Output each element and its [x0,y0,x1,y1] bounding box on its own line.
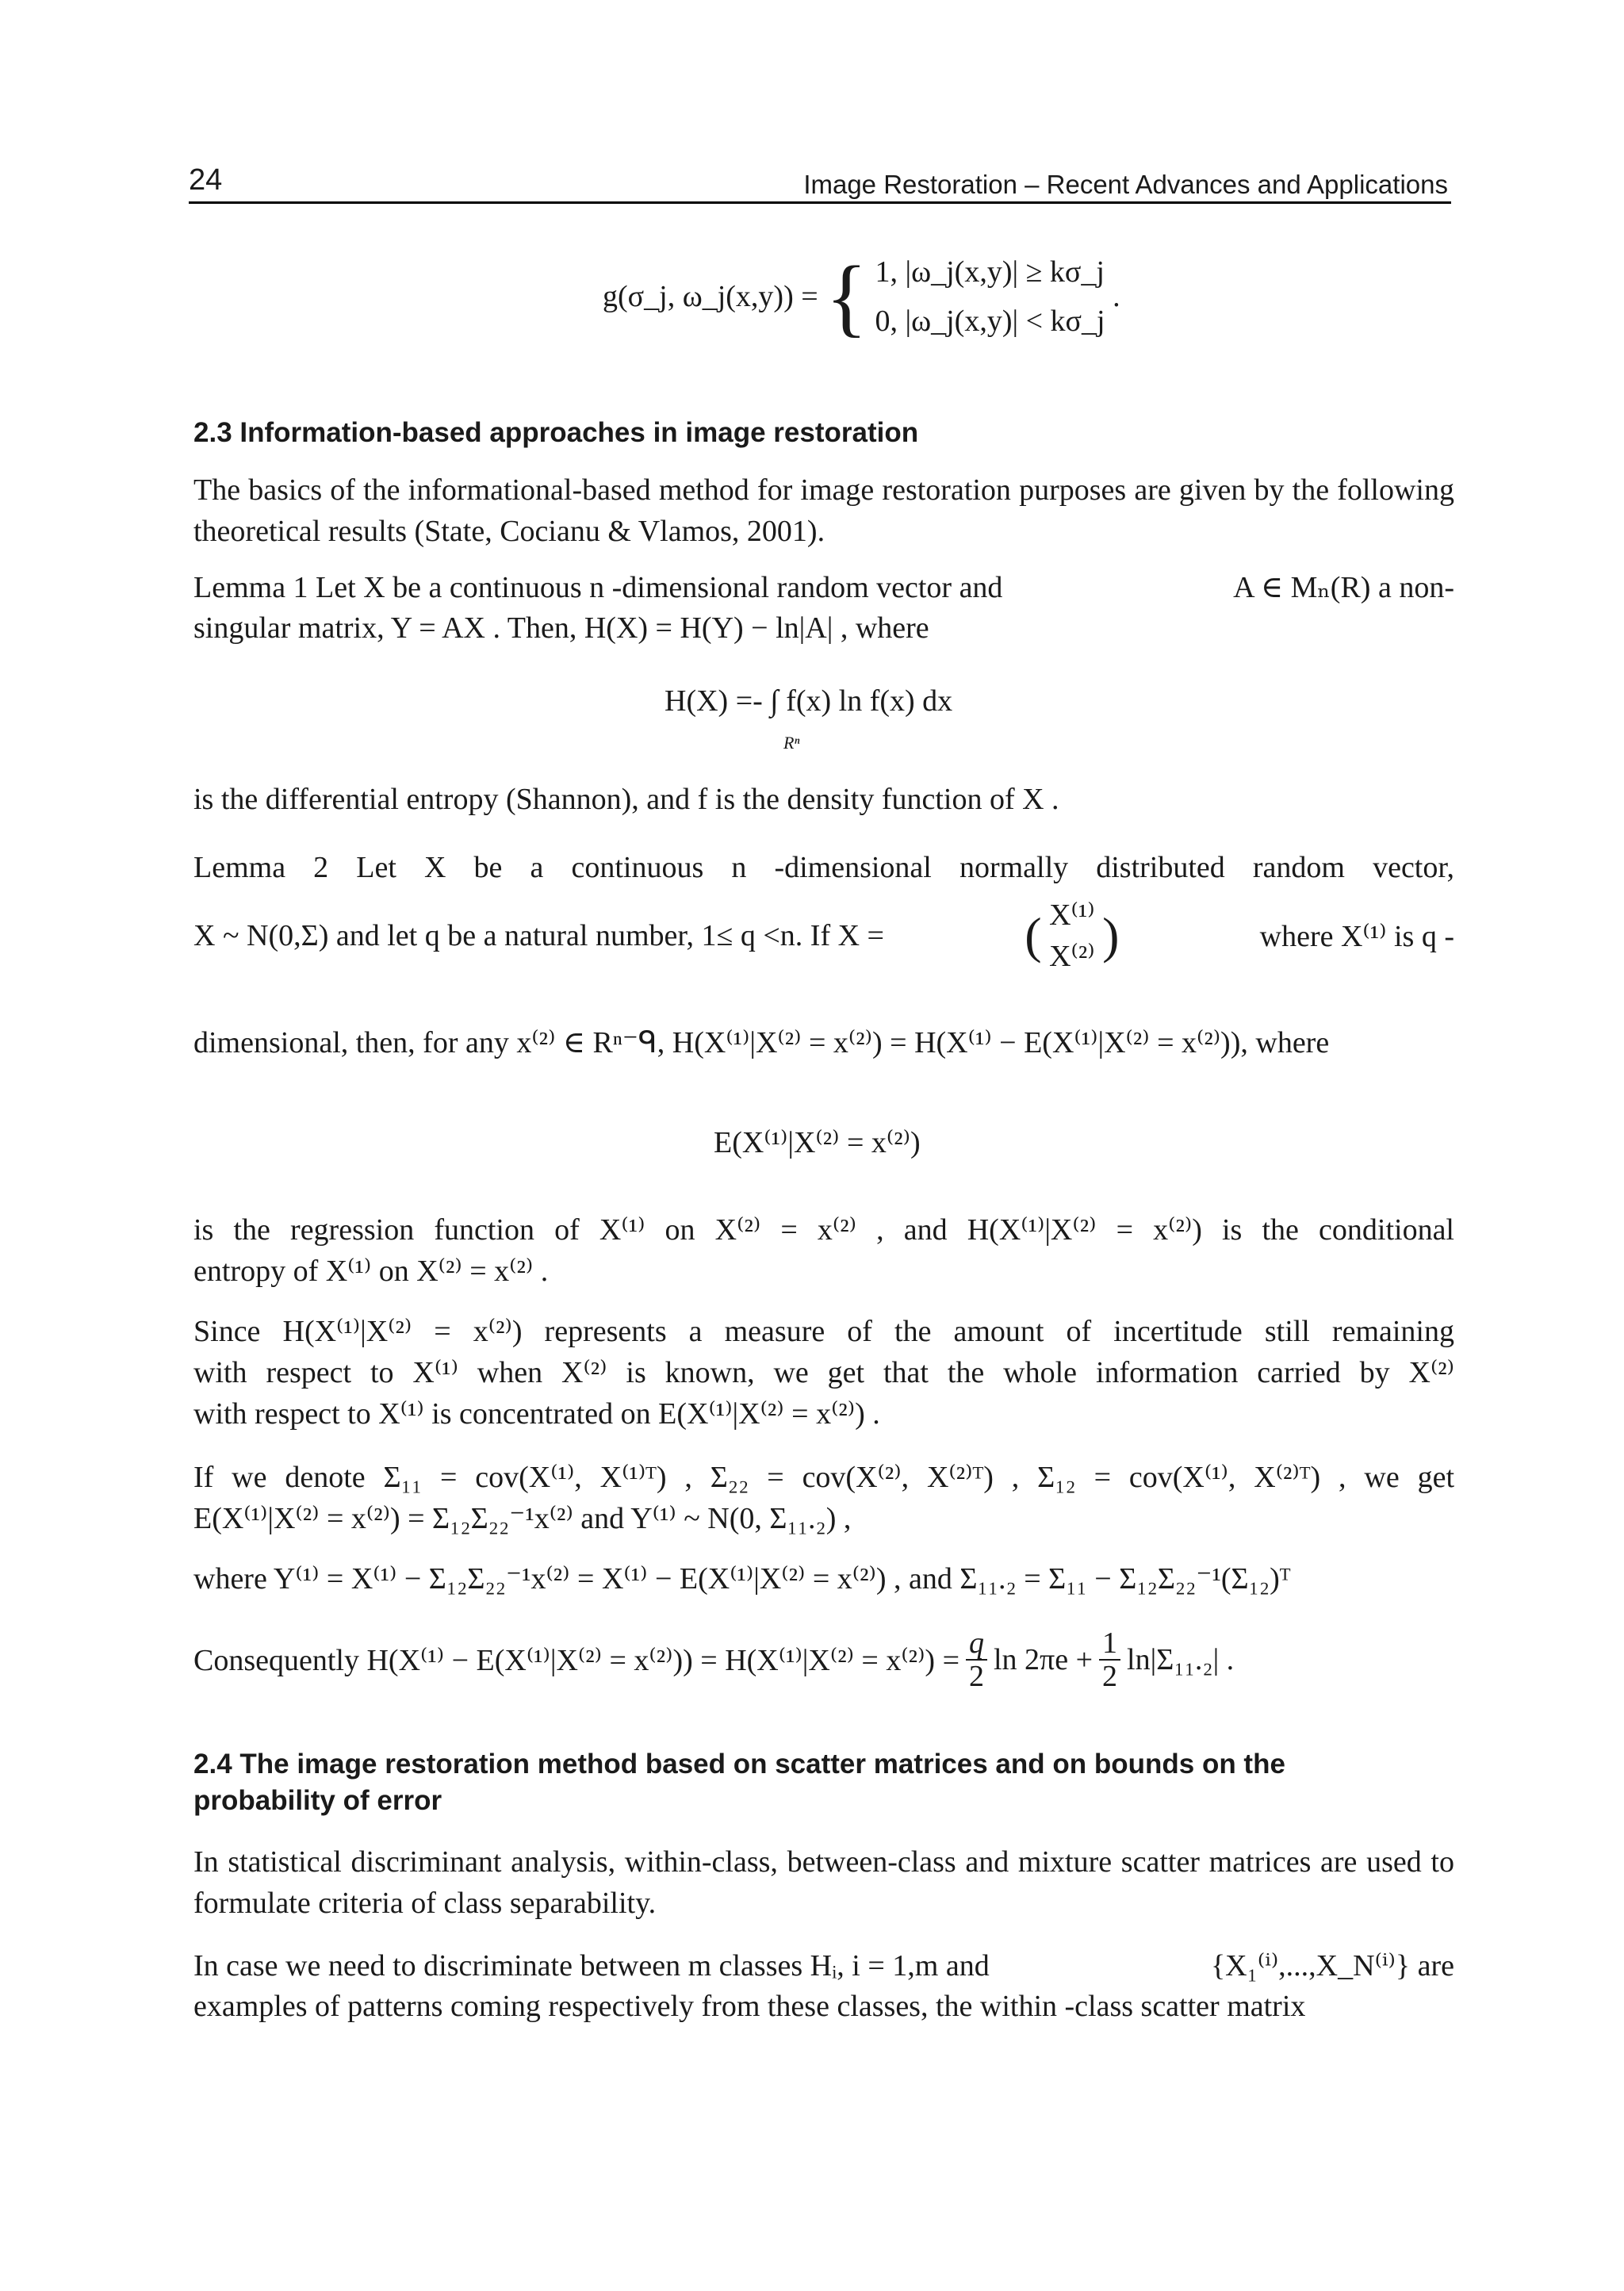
where-line: where Y⁽¹⁾ = X⁽¹⁾ − Σ₁₂Σ₂₂⁻¹x⁽²⁾ = X⁽¹⁾ − E(X⁽¹⁾|X⁽²⁾ = x⁽²⁾) , and Σ₁₁.₂ = Σ₁₁ − Σ₁₂Σ₂₂⁻¹(Σ₁₂)ᵀ [193,1562,1291,1596]
consequently-c: ln|Σ₁₁.₂| . [1127,1643,1235,1676]
running-header [189,162,1451,204]
lemma2-vector-top: X⁽¹⁾ [1049,898,1095,932]
fraction-q-denominator: 2 [969,1660,984,1693]
equation-g-cases [875,247,1105,346]
lemma2-line2-a: X ~ N(0,Σ) and let q be a natural number, 1≤ q <n. If X = [193,919,884,952]
section-heading-2-3: 2.3 Information-based approaches in image restoration [193,417,919,448]
fraction-1-denominator: 2 [1102,1660,1118,1693]
classes-line2: examples of patterns coming respectively from these classes, the within -class scatter matrix [193,1990,1306,2023]
since-line3: with respect to X⁽¹⁾ is concentrated on E(X⁽¹⁾|X⁽²⁾ = x⁽²⁾) . [193,1397,880,1431]
equation-g-case1: 1, |ω_j(x,y)| ≥ kσ_j [875,255,1105,289]
lemma2-line1-text: Lemma 2 Let X be a continuous n -dimensional normally distributed random vector, [193,851,1454,884]
equation-g [603,247,1120,346]
entropy-integral-domain: Rⁿ [783,733,800,753]
regression-line1 [193,1212,1454,1247]
consequently-line [193,1627,1234,1692]
lemma1-line2: singular matrix, Y = AX . Then, H(X) = H(Y) − ln|A| , where [193,611,929,645]
lemma1-line1 [193,569,1454,605]
regression-equation: E(X⁽¹⁾|X⁽²⁾ = x⁽²⁾) [714,1126,921,1159]
equation-g-case2: 0, |ω_j(x,y)| < kσ_j [875,305,1105,338]
lemma2-line2-b: where X⁽¹⁾ is q - [1259,919,1454,953]
if-line1-text: If we denote Σ₁₁ = cov(X⁽¹⁾, X⁽¹⁾ᵀ) , Σ₂₂ = cov(X⁽²⁾, X⁽²⁾ᵀ) , Σ₁₂ = cov(X⁽¹⁾, X⁽²⁾ᵀ) , we get [193,1461,1454,1494]
scatter-paragraph: In statistical discriminant analysis, within-class, between-class and mixture scatter matrices are used to formulate criteria of class separability. [193,1845,1454,1920]
classes-line1 [193,1948,1454,1983]
since-line1 [193,1313,1454,1349]
entropy-definition: is the differential entropy (Shannon), and f is the density function of X . [193,783,1059,816]
classes-line1-end: {X₁⁽ⁱ⁾,...,X_N⁽ⁱ⁾} are [1210,1949,1454,1983]
running-title: Image Restoration – Recent Advances and Applications [803,170,1448,199]
lemma2-vector-bottom: X⁽²⁾ [1049,940,1095,973]
fraction-q-over-2 [966,1627,987,1692]
classes-line1-start: In case we need to discriminate between m classes Hᵢ, i = 1,m and [193,1949,990,1983]
regression-line1-text: is the regression function of X⁽¹⁾ on X⁽²⁾ = x⁽²⁾ , and H(X⁽¹⁾|X⁽²⁾ = x⁽²⁾) is the conditional [193,1213,1454,1247]
if-line1 [193,1459,1454,1495]
equation-g-end: . [1113,280,1120,313]
equation-g-lhs: g(σ_j, ω_j(x,y)) = [603,280,818,313]
regression-line2: entropy of X⁽¹⁾ on X⁽²⁾ = x⁽²⁾ . [193,1255,549,1288]
page-number: 24 [189,163,223,197]
since-line2 [193,1354,1454,1390]
since-line2-text: with respect to X⁽¹⁾ when X⁽²⁾ is known, we get that the whole information carried by X⁽²⁾ [193,1356,1454,1389]
fraction-1-numerator: 1 [1099,1627,1120,1661]
lemma1-line1-start: Lemma 1 Let X be a continuous n -dimensional random vector and [193,571,1003,604]
entropy-equation-body: H(X) =- ∫ f(x) ln f(x) dx [665,684,953,718]
lemma2-line2 [193,895,1454,977]
consequently-b: ln 2πe + [994,1643,1094,1676]
equation-g-brace: { [825,248,868,345]
if-line2: E(X⁽¹⁾|X⁽²⁾ = x⁽²⁾) = Σ₁₂Σ₂₂⁻¹x⁽²⁾ and Y⁽¹⁾ ~ N(0, Σ₁₁.₂) , [193,1502,852,1535]
fraction-q-numerator: q [966,1627,987,1661]
fraction-1-over-2 [1099,1627,1120,1692]
entropy-equation [665,684,952,718]
intro-paragraph: The basics of the informational-based method for image restoration purposes are given by the following theoretical results (State, Cocianu & Vlamos, 2001). [193,473,1454,548]
lemma2-vector: ( X⁽¹⁾ X⁽²⁾ ) [1025,895,1119,977]
lemma2-line3: dimensional, then, for any x⁽²⁾ ∈ Rⁿ⁻ᑫ, H(X⁽¹⁾|X⁽²⁾ = x⁽²⁾) = H(X⁽¹⁾ − E(X⁽¹⁾|X⁽²⁾ = x⁽²⁾)), where [193,1026,1330,1059]
lemma1-line1-end: A ∈ Mₙ(R) a non- [1233,571,1454,604]
consequently-a: Consequently H(X⁽¹⁾ − E(X⁽¹⁾|X⁽²⁾ = x⁽²⁾)) = H(X⁽¹⁾|X⁽²⁾ = x⁽²⁾) = [193,1643,959,1677]
section-heading-2-4: 2.4 The image restoration method based on scatter matrices and on bounds on the probability of error [193,1749,1285,1816]
lemma2-line1 [193,850,1454,885]
since-line1-text: Since H(X⁽¹⁾|X⁽²⁾ = x⁽²⁾) represents a measure of the amount of incertitude still remaining [193,1315,1454,1348]
